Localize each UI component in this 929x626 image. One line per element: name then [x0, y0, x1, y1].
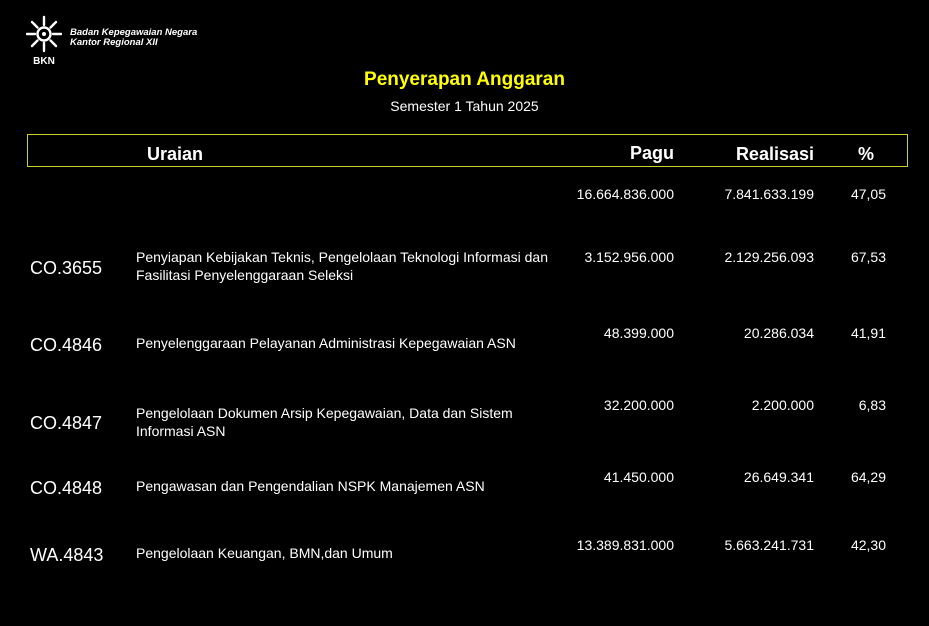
- row-code: CO.4847: [30, 413, 103, 433]
- total-pagu: 16.664.836.000: [576, 186, 674, 202]
- column-header-uraian: Uraian: [147, 144, 204, 164]
- row-description: Penyiapan Kebijakan Teknis, Pengelolaan Teknologi Informasi dan Fasilitasi Penyelenggaraan Seleksi: [136, 249, 548, 283]
- column-header-realisasi: Realisasi: [735, 144, 814, 164]
- bkn-emblem-icon: [26, 14, 62, 66]
- total-persen: 47,05: [850, 186, 886, 202]
- total-realisasi: 7.841.633.199: [724, 186, 814, 202]
- row-persen: 41,91: [850, 325, 886, 341]
- row-code: CO.4848: [30, 478, 103, 498]
- row-pagu: 41.450.000: [603, 469, 674, 485]
- row-persen: 6,83: [858, 397, 886, 413]
- column-header-pagu: Pagu: [629, 143, 674, 163]
- org-line-2: Kantor Regional XII: [70, 37, 158, 48]
- row-persen: 64,29: [850, 469, 886, 485]
- row-realisasi: 26.649.341: [743, 469, 814, 485]
- org-line-1: Badan Kepegawaian Negara: [70, 27, 198, 38]
- column-header-persen: %: [857, 144, 874, 164]
- row-realisasi: 20.286.034: [743, 325, 814, 341]
- row-pagu: 32.200.000: [603, 397, 674, 413]
- row-realisasi: 2.200.000: [751, 397, 814, 413]
- row-description: Pengelolaan Dokumen Arsip Kepegawaian, Data dan Sistem Informasi ASN: [136, 405, 513, 439]
- org-name: [70, 28, 197, 48]
- row-description: Pengelolaan Keuangan, BMN,dan Umum: [136, 545, 393, 561]
- row-pagu: 48.399.000: [603, 325, 674, 341]
- row-description: Pengawasan dan Pengendalian NSPK Manajemen ASN: [136, 478, 485, 494]
- row-realisasi: 5.663.241.731: [724, 537, 814, 553]
- row-code: CO.4846: [30, 335, 103, 355]
- page-subtitle: Semester 1 Tahun 2025: [390, 98, 539, 114]
- row-code: WA.4843: [30, 545, 104, 565]
- row-persen: 42,30: [850, 537, 886, 553]
- logo-text: BKN: [33, 56, 55, 66]
- row-pagu: 3.152.956.000: [584, 249, 674, 265]
- row-code: CO.3655: [30, 258, 103, 278]
- row-realisasi: 2.129.256.093: [724, 249, 814, 265]
- row-persen: 67,53: [850, 249, 886, 265]
- row-description: Penyelenggaraan Pelayanan Administrasi Kepegawaian ASN: [136, 335, 516, 351]
- row-pagu: 13.389.831.000: [576, 537, 674, 553]
- page-title: Penyerapan Anggaran: [364, 69, 565, 90]
